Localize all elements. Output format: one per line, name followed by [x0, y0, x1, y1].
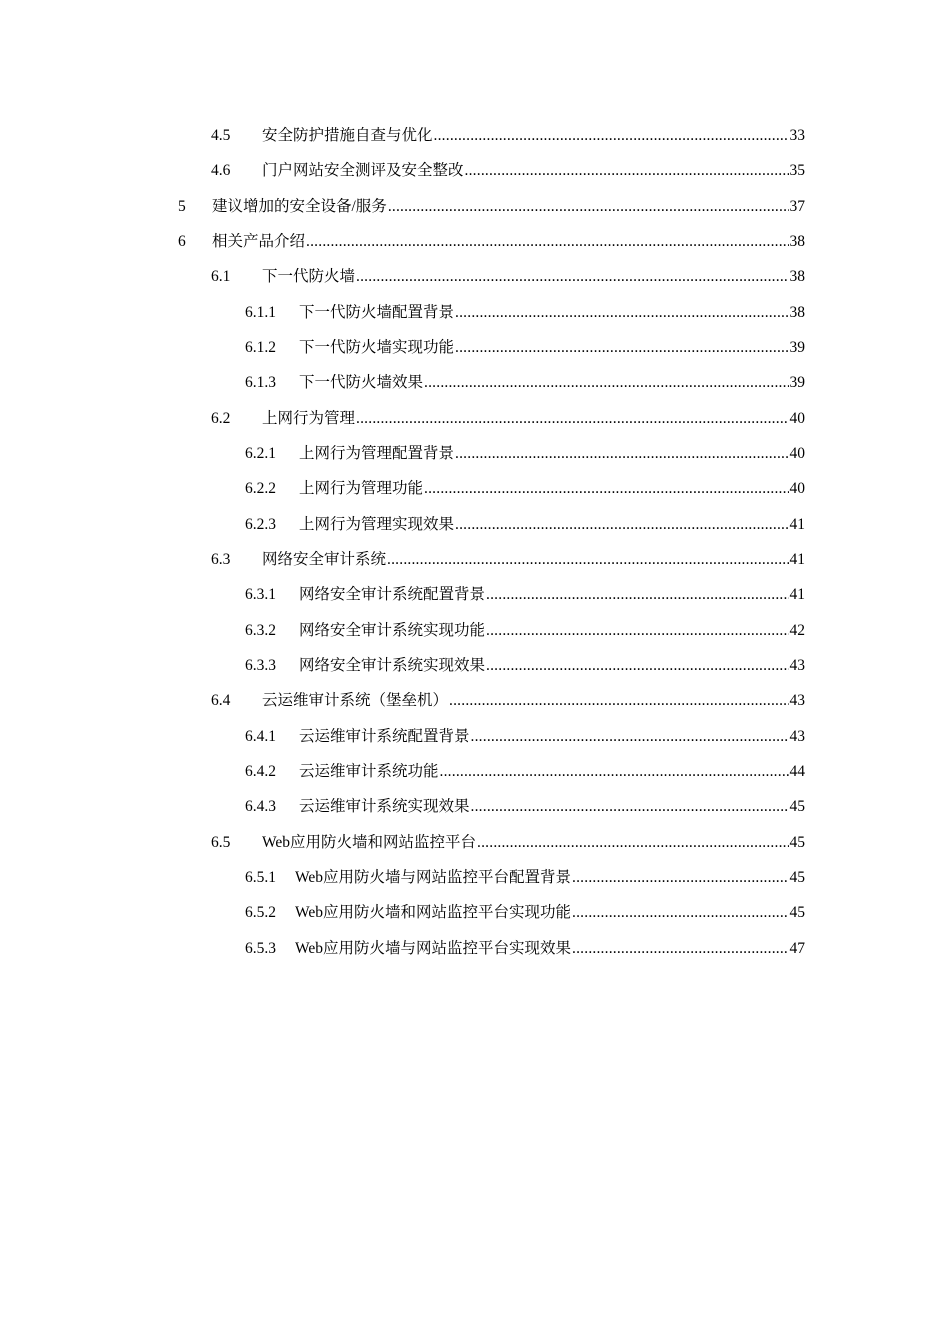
toc-entry-number: 6.5.3 — [245, 939, 276, 957]
toc-entry-number: 5 — [178, 197, 186, 215]
toc-entry-title: 下一代防火墙实现功能 — [299, 338, 455, 356]
toc-entry-number: 6.4.1 — [245, 727, 276, 745]
toc-dot-leader — [455, 330, 788, 365]
toc-entry-page: 39 — [789, 338, 805, 356]
toc-entry-6[interactable] — [0, 224, 950, 259]
toc-entry-page: 43 — [789, 727, 805, 745]
toc-dot-leader — [486, 577, 788, 612]
toc-entry-6-4-3[interactable] — [0, 789, 950, 824]
toc-dot-leader — [465, 153, 789, 188]
toc-entry-page: 37 — [789, 197, 805, 215]
toc-entry-number: 6.3.2 — [245, 621, 276, 639]
toc-entry-4-6[interactable] — [0, 153, 950, 188]
toc-entry-page: 33 — [789, 127, 805, 144]
toc-entry-page: 39 — [789, 374, 805, 392]
toc-entry-6-3-2[interactable] — [0, 613, 950, 648]
toc-dot-leader — [434, 118, 789, 153]
toc-entry-6-5-1[interactable] — [0, 860, 950, 895]
toc-entry-6-4-1[interactable] — [0, 719, 950, 754]
toc-entry-6-1-1[interactable] — [0, 295, 950, 330]
toc-dot-leader — [387, 542, 788, 577]
toc-entry-title: 云运维审计系统功能 — [299, 762, 439, 780]
toc-dot-leader — [455, 507, 788, 542]
toc-entry-title: 云运维审计系统配置背景 — [299, 727, 470, 745]
toc-entry-6-3-1[interactable] — [0, 577, 950, 612]
toc-entry-page: 40 — [789, 480, 805, 498]
toc-dot-leader — [471, 719, 789, 754]
toc-dot-leader — [455, 295, 788, 330]
toc-entry-title: 下一代防火墙效果 — [299, 374, 424, 392]
toc-dot-leader — [572, 860, 788, 895]
toc-entry-4-5[interactable] — [0, 118, 950, 153]
toc-dot-leader — [486, 613, 788, 648]
toc-entry-6-2-3[interactable] — [0, 507, 950, 542]
toc-dot-leader — [388, 189, 789, 224]
toc-entry-title: 建议增加的安全设备/服务 — [212, 197, 387, 215]
toc-entry-number: 6.5 — [211, 833, 231, 851]
toc-entry-title: Web应用防火墙与网站监控平台配置背景 — [295, 868, 572, 886]
toc-entry-number: 6.1 — [211, 268, 231, 286]
toc-entry-title: 网络安全审计系统实现功能 — [299, 621, 486, 639]
toc-entry-number: 6.4.2 — [245, 762, 276, 780]
toc-entry-page: 44 — [789, 762, 805, 780]
toc-entry-title: 网络安全审计系统 — [262, 550, 387, 568]
toc-dot-leader — [486, 648, 788, 683]
toc-entry-number: 4.6 — [211, 162, 231, 180]
toc-dot-leader — [356, 259, 788, 294]
toc-entry-title: 相关产品介绍 — [212, 232, 306, 250]
toc-entry-6-4-2[interactable] — [0, 754, 950, 789]
toc-entry-number: 6.2.3 — [245, 515, 276, 533]
toc-entry-6-5[interactable] — [0, 825, 950, 860]
toc-entry-page: 45 — [789, 798, 805, 816]
toc-entry-page: 43 — [789, 656, 805, 674]
toc-entry-title: Web应用防火墙与网站监控平台实现效果 — [295, 939, 572, 957]
toc-entry-6-2-1[interactable] — [0, 436, 950, 471]
toc-dot-leader — [449, 683, 788, 718]
toc-entry-page: 45 — [789, 904, 805, 922]
toc-entry-page: 43 — [789, 692, 805, 710]
toc-entry-6-3[interactable] — [0, 542, 950, 577]
toc-dot-leader — [306, 224, 788, 259]
toc-entry-title: 上网行为管理功能 — [299, 480, 424, 498]
toc-entry-title: 网络安全审计系统实现效果 — [299, 656, 486, 674]
toc-entry-number: 6.5.2 — [245, 904, 276, 922]
toc-dot-leader — [440, 754, 789, 789]
toc-entry-page: 38 — [789, 268, 805, 286]
toc-entry-page: 41 — [789, 586, 805, 604]
toc-entry-title: 下一代防火墙配置背景 — [299, 303, 455, 321]
toc-dot-leader — [572, 895, 788, 930]
toc-entry-number: 6.2.2 — [245, 480, 276, 498]
toc-entry-page: 38 — [789, 303, 805, 321]
toc-entry-5[interactable] — [0, 189, 950, 224]
toc-entry-number: 6.1.3 — [245, 374, 276, 392]
toc-entry-number: 6 — [178, 232, 186, 250]
toc-entry-title: 安全防护措施自查与优化 — [262, 127, 433, 144]
toc-entry-number: 6.4 — [211, 692, 231, 710]
toc-entry-number: 4.5 — [211, 127, 231, 144]
toc-entry-title: Web应用防火墙和网站监控平台实现功能 — [295, 904, 572, 922]
toc-entry-page: 47 — [789, 939, 805, 957]
toc-entry-title: 上网行为管理配置背景 — [299, 444, 455, 462]
toc-entry-page: 41 — [789, 550, 805, 568]
toc-dot-leader — [572, 931, 788, 966]
toc-entry-number: 6.1.1 — [245, 303, 276, 321]
toc-entry-title: 下一代防火墙 — [262, 268, 356, 286]
toc-entry-6-2-2[interactable] — [0, 471, 950, 506]
toc-entry-6-4[interactable] — [0, 683, 950, 718]
toc-entry-title: 云运维审计系统实现效果 — [299, 798, 470, 816]
toc-dot-leader — [424, 365, 788, 400]
toc-entry-page: 45 — [789, 833, 805, 851]
toc-entry-page: 40 — [789, 409, 805, 427]
toc-dot-leader — [477, 825, 788, 860]
table-of-contents — [0, 118, 950, 966]
toc-entry-number: 6.2 — [211, 409, 231, 427]
toc-entry-title: Web应用防火墙和网站监控平台 — [262, 833, 477, 851]
toc-entry-number: 6.1.2 — [245, 338, 276, 356]
toc-entry-title: 上网行为管理 — [262, 409, 356, 427]
toc-entry-number: 6.3 — [211, 550, 231, 568]
toc-dot-leader — [424, 471, 788, 506]
toc-entry-title: 门户网站安全测评及安全整改 — [262, 162, 464, 180]
toc-entry-number: 6.4.3 — [245, 798, 276, 816]
toc-entry-6-3-3[interactable] — [0, 648, 950, 683]
toc-entry-6-5-2[interactable] — [0, 895, 950, 930]
toc-dot-leader — [471, 789, 789, 824]
toc-dot-leader — [356, 401, 788, 436]
toc-entry-6-5-3[interactable] — [0, 931, 950, 966]
toc-entry-page: 42 — [789, 621, 805, 639]
toc-entry-page: 41 — [789, 515, 805, 533]
toc-entry-6-1[interactable] — [0, 259, 950, 294]
toc-entry-number: 6.3.1 — [245, 586, 276, 604]
toc-entry-page: 38 — [789, 232, 805, 250]
toc-entry-title: 云运维审计系统（堡垒机） — [262, 692, 449, 710]
toc-entry-6-2[interactable] — [0, 401, 950, 436]
toc-entry-title: 网络安全审计系统配置背景 — [299, 586, 486, 604]
toc-entry-page: 35 — [789, 162, 805, 180]
toc-entry-page: 45 — [789, 868, 805, 886]
toc-entry-6-1-2[interactable] — [0, 330, 950, 365]
toc-entry-page: 40 — [789, 444, 805, 462]
toc-entry-number: 6.5.1 — [245, 868, 276, 886]
toc-entry-6-1-3[interactable] — [0, 365, 950, 400]
toc-entry-number: 6.2.1 — [245, 444, 276, 462]
toc-dot-leader — [455, 436, 788, 471]
toc-entry-number: 6.3.3 — [245, 656, 276, 674]
toc-entry-title: 上网行为管理实现效果 — [299, 515, 455, 533]
